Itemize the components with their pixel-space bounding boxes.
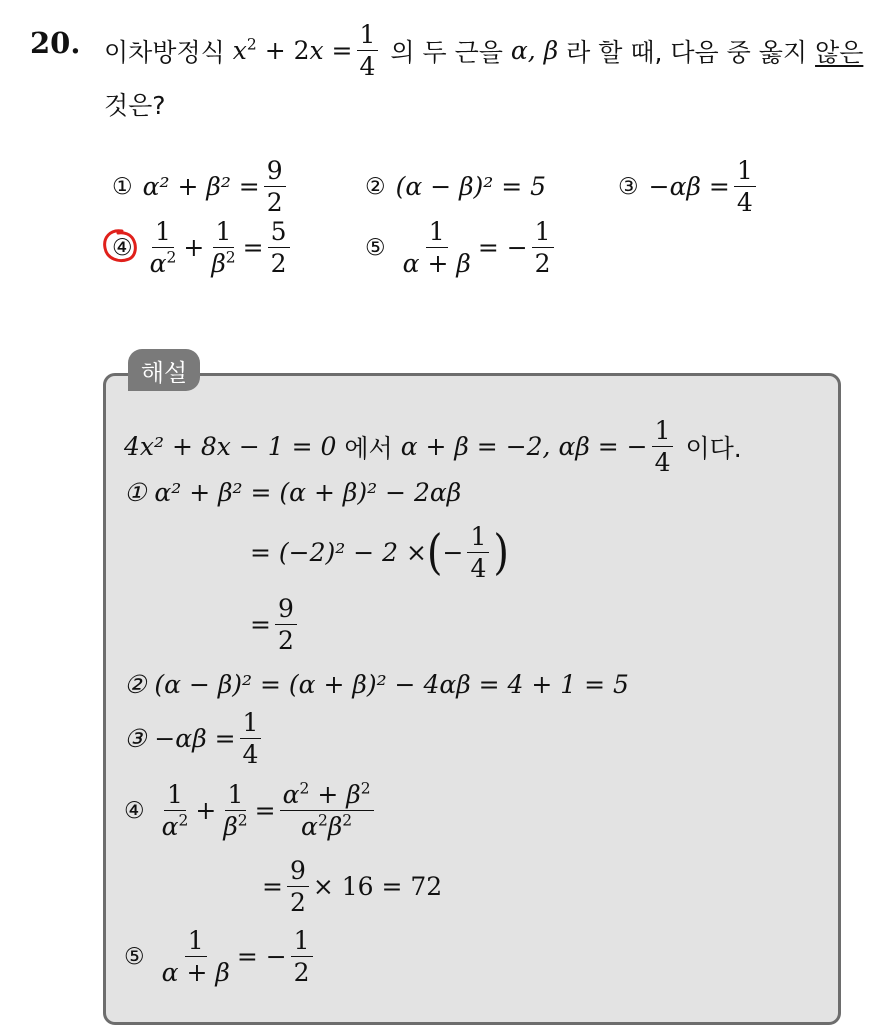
solution-step1-line2: = (−2)² − 2 × ( − $\frac{1}{4}$ ) xyxy=(250,522,509,583)
choice-4[interactable]: ④ $\frac{1}{\alpha^2}$ + $\frac{1}{\beta^2}$ = $\frac{5}{2}$ xyxy=(112,219,294,276)
solution-step2: ② (α − β)² = (α + β)² − 4αβ = 4 + 1 = 5 xyxy=(124,670,629,699)
solution-step3: ③ −αβ = $\frac{1}{4}$ xyxy=(124,710,265,767)
solution-step4-line1: ④ $\frac{1}{\alpha^2}$ + $\frac{1}{\beta^2}$ = $\frac{\alpha^2 + \beta^2}{\alpha^2\beta^2}$ xyxy=(124,782,378,839)
answer-circle-mark xyxy=(100,226,140,266)
solution-tag: 해설 xyxy=(128,349,200,391)
solution-intro: 4x² + 8x − 1 = 0 에서 α + β = −2, αβ = − $\frac{1}{4}$ 이다. xyxy=(124,416,742,477)
question-line-2: 것은? xyxy=(104,91,166,120)
choice-3[interactable]: ③ −αβ = $\frac{1}{4}$ xyxy=(618,158,760,215)
solution-step1-line1: ① α² + β² = (α + β)² − 2αβ xyxy=(124,478,462,507)
solution-step5: ⑤ $\frac{1}{\alpha + \beta}$ = − $\frac{1}{2}$ xyxy=(124,928,317,985)
question-suffix: 라 할 때, 다음 중 옳지 xyxy=(566,37,808,67)
question-number: 20. xyxy=(30,26,81,60)
question-fraction: $\frac{1}{4}$ xyxy=(357,22,379,79)
question-mid: 의 두 근을 xyxy=(390,37,503,67)
solution-step4-line2: = $\frac{9}{2}$ × 16 = 72 xyxy=(262,856,443,917)
question-roots: α, β xyxy=(510,36,559,65)
choice-5[interactable]: ⑤ $\frac{1}{\alpha + \beta}$ = − $\frac{1}{2}$ xyxy=(365,219,558,276)
question-prefix: 이차방정식 xyxy=(104,37,225,67)
question-line-1 xyxy=(104,22,863,79)
choice-2[interactable]: ② (α − β)² = 5 xyxy=(365,172,547,201)
question-equation: $x^2 + 2x$ = xyxy=(232,35,353,65)
question-underlined: 않은 xyxy=(815,37,864,67)
choice-1[interactable]: ① α² + β² = $\frac{9}{2}$ xyxy=(112,158,290,215)
solution-step1-line3: = $\frac{9}{2}$ xyxy=(250,596,301,653)
